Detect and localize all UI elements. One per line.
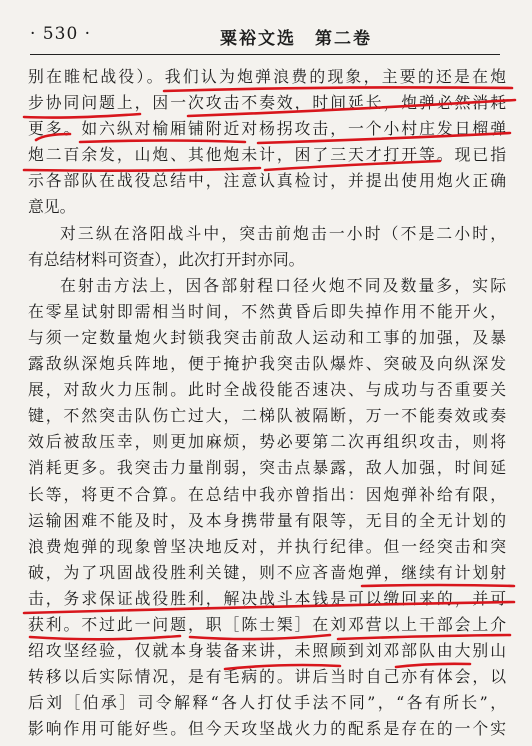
- text-line: 影响作用可能好些。但今天攻坚战火力的配系是存在的一个实: [28, 719, 506, 739]
- text-line: 在射击方法上，因各部射程口径火炮不同及数量多，实际: [60, 275, 506, 295]
- book-title: 粟裕文选 第二卷: [220, 29, 372, 49]
- text-line: 破，为了巩固战役胜利关键，则不应吝啬炮弹，继续有计划射: [28, 562, 506, 582]
- text-line: 后刘［伯承］司令解释“各人打仗手法不同”，“各有所长”，: [28, 693, 506, 713]
- text-line: 长等，将更不合算。在总结中我亦曾指出：因炮弹补给有限，: [28, 484, 506, 504]
- text-line: 运输困难不能及时，及本身携带量有限等，无目的全无计划的: [28, 510, 506, 530]
- text-line: 获利。不过此一问题，职［陈士榘］在刘邓营以上干部会上介: [28, 614, 506, 634]
- text-line: 炮二百余发，山炮、其他炮未计，困了三天才打开等。现已指: [28, 145, 506, 165]
- page-number: · 530 ·: [30, 24, 92, 44]
- text-line: 浪费炮弹的现象曾坚决地反对，并执行纪律。但一经突击和突: [28, 536, 506, 556]
- text-line: 对三纵在洛阳战斗中，突击前炮击一小时（不是二小时，: [60, 223, 506, 243]
- text-line: 意见。: [28, 197, 76, 217]
- text-line: 效后被敌压幸，则更加麻烦，势必要第二次再组织攻击，则将: [28, 432, 506, 452]
- text-line: 别在睢杞战役）。我们认为炮弹浪费的现象，主要的还是在炮: [28, 67, 506, 86]
- text-line: 键，不然突击队伤亡过大，二梯队被隔断，万一不能奏效或奏: [28, 406, 506, 426]
- body-text: [28, 64, 506, 742]
- text-line: 有总结材料可资查），此次打开封亦同。: [28, 249, 305, 269]
- text-line: 击，务求保证战役胜利，解决战斗本钱是可以缴回来的，并可: [28, 588, 506, 608]
- text-line: 示各部队在战役总结中，注意认真检讨，并提出使用炮火正确: [28, 171, 506, 191]
- text-line: 在零星试射即需相当时间，不然黄昏后即失掉作用不能开火，: [28, 301, 506, 321]
- text-line: 绍攻坚经验，仅就本身装备来讲，未照顾到刘邓部队由大别山: [28, 641, 506, 661]
- text-line: 转移以后实际情况，是有毛病的。讲后当时自己亦有体会，以: [28, 667, 506, 687]
- page-header: [30, 20, 500, 55]
- text-line: 步协同问题上，因一次攻击不奏效，时间延长，炮弹必然消耗: [28, 93, 506, 113]
- text-line: 消耗更多。我突击力量削弱，突击点暴露，敌人加强，时间延: [28, 458, 506, 478]
- text-line: 更多。如六纵对榆厢铺附近对杨拐攻击，一个小村庄发日榴弹: [28, 119, 506, 139]
- text-line: 与须一定数量炮火封锁我突击前敌人运动和工事的加强，及暴: [28, 327, 506, 347]
- text-line: 展，对敌火力压制。此时全战役能否速决、与成功与否重要关: [28, 380, 506, 400]
- text-line: 露敌纵深炮兵阵地，便于掩护我突击队爆炸、突破及向纵深发: [28, 354, 506, 374]
